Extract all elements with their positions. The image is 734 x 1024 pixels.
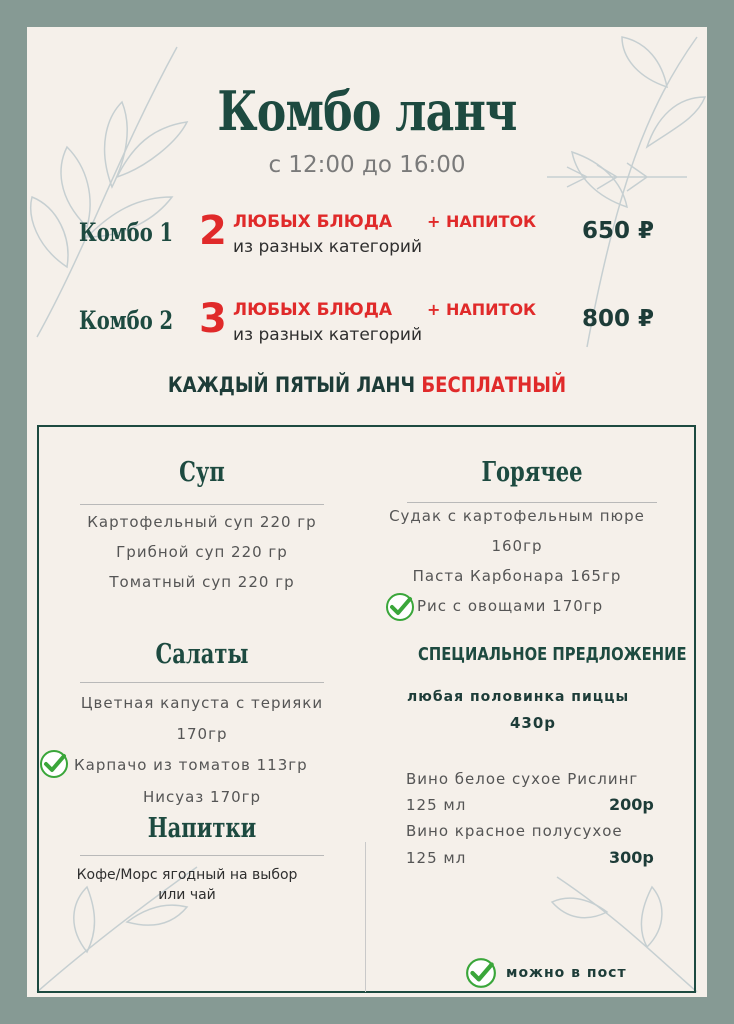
special-pizza-price: 430р <box>510 714 557 732</box>
menu-item: Рис с овощами 170гр <box>417 597 604 615</box>
wine-volume: 125 мл <box>406 849 467 867</box>
column-divider <box>365 842 366 992</box>
special-pizza: любая половинка пиццы <box>407 689 630 705</box>
section-divider <box>80 855 324 856</box>
combo-price: 650 ₽ <box>582 218 655 244</box>
menu-item: Нисуаз 170гр <box>142 788 262 806</box>
lent-legend-label: можно в пост <box>506 965 627 981</box>
wine-price: 300р <box>609 848 654 867</box>
menu-item: Грибной суп 220 гр <box>116 543 288 561</box>
page-title: Комбо ланч <box>217 79 517 143</box>
section-title-hot: Горячее <box>481 457 583 488</box>
combo-dish-count: 2 <box>199 208 227 254</box>
green-check-icon <box>465 957 497 989</box>
special-offer-title: СПЕЦИАЛЬНОЕ ПРЕДЛОЖЕНИЕ <box>418 644 687 665</box>
combo-row <box>27 298 707 358</box>
promo-text: КАЖДЫЙ ПЯТЫЙ ЛАНЧ <box>167 373 416 397</box>
combo-drink-label: + НАПИТОК <box>427 212 537 231</box>
section-divider <box>80 682 324 683</box>
menu-item: Паста Карбонара 165гр <box>412 567 622 585</box>
menu-item: Цветная капуста с терияки <box>80 694 324 712</box>
green-check-icon <box>39 749 69 779</box>
combo-name: Комбо 2 <box>79 306 174 335</box>
drinks-line: или чай <box>158 887 216 903</box>
combo-name: Комбо 1 <box>79 218 174 247</box>
section-title-salads: Салаты <box>155 639 249 670</box>
promo-highlight: БЕСПЛАТНЫЙ <box>421 373 567 397</box>
section-divider <box>407 502 657 503</box>
promo-banner <box>75 373 660 397</box>
menu-item: 160гр <box>491 537 543 555</box>
menu-item: 170гр <box>176 725 228 743</box>
lunch-hours: с 12:00 до 16:00 <box>268 152 466 178</box>
combo-dishes-label: ЛЮБЫХ БЛЮДА <box>233 212 393 232</box>
combo-row <box>27 210 707 270</box>
drinks-line: Кофе/Морс ягодный на выбор <box>76 867 298 883</box>
section-title-drinks: Напитки <box>147 813 257 844</box>
combo-dishes-label: ЛЮБЫХ БЛЮДА <box>233 300 393 320</box>
wine-name: Вино красное полусухое <box>406 822 623 840</box>
menu-item: Томатный суп 220 гр <box>109 573 295 591</box>
combo-dish-count: 3 <box>199 296 227 342</box>
wine-name: Вино белое сухое Рислинг <box>406 770 639 788</box>
menu-page <box>27 27 707 997</box>
section-divider <box>80 504 324 505</box>
combo-subtitle: из разных категорий <box>233 237 423 257</box>
combo-drink-label: + НАПИТОК <box>427 300 537 319</box>
combo-subtitle: из разных категорий <box>233 325 423 345</box>
menu-item: Карпачо из томатов 113гр <box>74 756 308 774</box>
wine-volume: 125 мл <box>406 796 467 814</box>
green-check-icon <box>385 592 415 622</box>
combo-price: 800 ₽ <box>582 306 655 332</box>
wine-price: 200р <box>609 795 654 814</box>
menu-item: Картофельный суп 220 гр <box>87 513 317 531</box>
drinks-description <box>67 865 307 905</box>
section-title-soup: Суп <box>179 457 225 488</box>
menu-item: Судак с картофельным пюре <box>389 507 645 525</box>
